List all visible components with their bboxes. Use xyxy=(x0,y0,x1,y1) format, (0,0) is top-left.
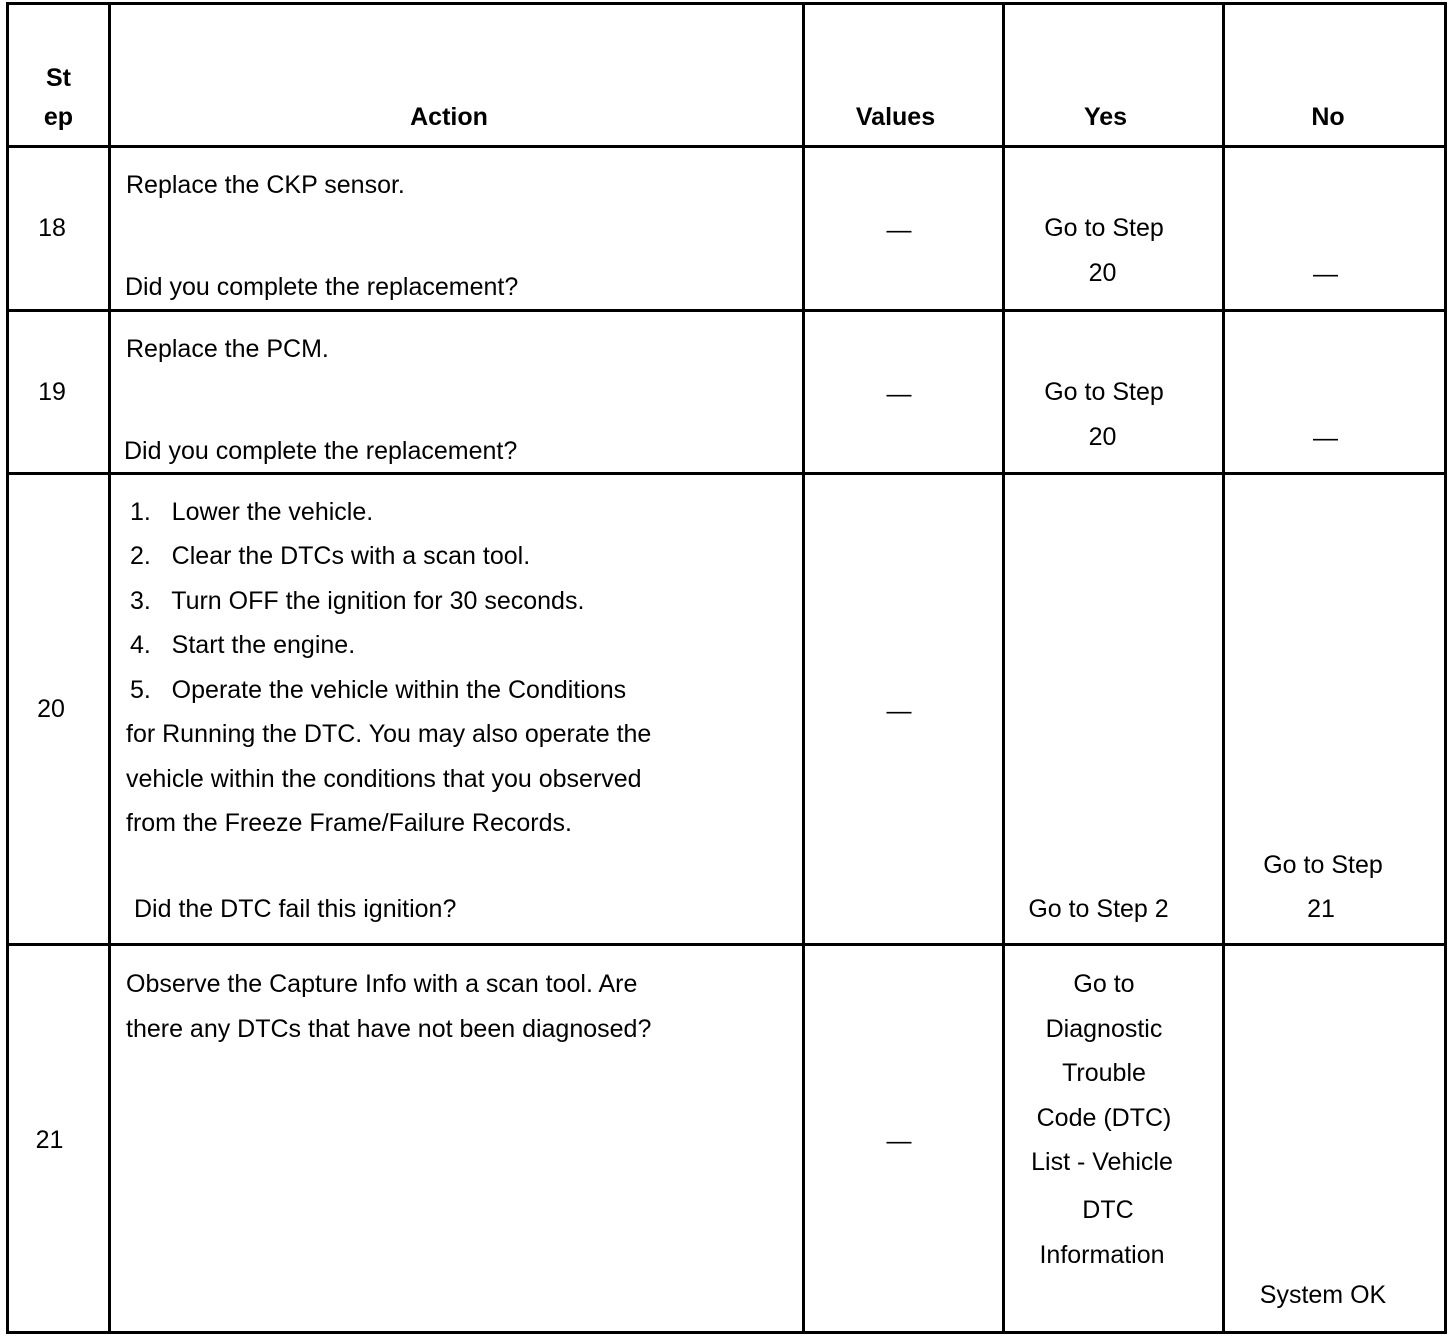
step-number: 18 xyxy=(38,214,66,242)
table-border-top xyxy=(6,2,1447,5)
no-cell-line: 21 xyxy=(1307,895,1335,923)
action-list-item: 3. Turn OFF the ignition for 30 seconds. xyxy=(130,587,585,615)
column-divider xyxy=(1002,2,1005,1334)
action-question: Did you complete the replacement? xyxy=(125,273,519,301)
column-divider xyxy=(1222,2,1225,1334)
action-list-item: 4. Start the engine. xyxy=(130,631,356,659)
action-list-item-continued: for Running the DTC. You may also operate the xyxy=(126,720,652,748)
header-yes: Yes xyxy=(1083,103,1128,131)
row-divider xyxy=(6,472,1447,475)
yes-cell-line: Go to Step xyxy=(1044,214,1164,242)
header-step-line: ep xyxy=(43,103,74,131)
yes-cell-line: 20 xyxy=(1088,259,1117,287)
header-step xyxy=(9,63,108,132)
header-values: Values xyxy=(855,103,936,131)
header-action: Action xyxy=(410,103,488,131)
action-text: Replace the PCM. xyxy=(126,335,329,363)
values-cell: — xyxy=(886,1127,912,1155)
yes-cell-line: 20 xyxy=(1088,423,1117,451)
header-divider xyxy=(6,145,1447,148)
values-cell: — xyxy=(886,216,912,244)
action-text: Observe the Capture Info with a scan tool. Are xyxy=(126,970,638,998)
column-divider xyxy=(108,2,111,1334)
values-cell: — xyxy=(886,697,912,725)
action-list-item: 2. Clear the DTCs with a scan tool. xyxy=(130,542,531,570)
yes-cell-line: Information xyxy=(1039,1241,1165,1269)
action-text: there any DTCs that have not been diagnosed? xyxy=(126,1015,652,1043)
values-cell: — xyxy=(886,380,912,408)
yes-cell-line: Diagnostic xyxy=(1045,1015,1163,1043)
no-cell-line: Go to Step xyxy=(1263,851,1383,879)
yes-cell-line: List - Vehicle xyxy=(1031,1148,1173,1176)
header-no: No xyxy=(1311,103,1345,131)
action-list-item: 5. Operate the vehicle within the Conditions xyxy=(130,676,627,704)
yes-cell-line: Go to xyxy=(1073,970,1135,998)
row-divider xyxy=(6,309,1447,312)
action-question: Did you complete the replacement? xyxy=(124,437,518,465)
yes-cell-line: DTC xyxy=(1082,1196,1134,1224)
action-list-item-continued: vehicle within the conditions that you observed xyxy=(126,765,642,793)
action-list-item-continued: from the Freeze Frame/Failure Records. xyxy=(126,809,572,837)
header-step-line: St xyxy=(46,64,71,92)
action-text: Replace the CKP sensor. xyxy=(126,171,405,199)
row-divider xyxy=(6,943,1447,946)
step-number: 19 xyxy=(38,378,66,406)
no-cell: System OK xyxy=(1259,1281,1387,1309)
action-list-item: 1. Lower the vehicle. xyxy=(130,498,374,526)
yes-cell-line: Code (DTC) xyxy=(1036,1104,1172,1132)
yes-cell-line: Go to Step 2 xyxy=(1028,895,1169,923)
step-number: 21 xyxy=(35,1126,64,1154)
yes-cell-line: Trouble xyxy=(1062,1059,1146,1087)
no-cell: — xyxy=(1313,260,1338,288)
step-number: 20 xyxy=(37,695,65,723)
table-border-right xyxy=(1444,2,1447,1334)
yes-cell-line: Go to Step xyxy=(1044,378,1164,406)
table-border-bottom xyxy=(6,1331,1447,1334)
action-question: Did the DTC fail this ignition? xyxy=(134,895,457,923)
no-cell: — xyxy=(1313,424,1338,452)
